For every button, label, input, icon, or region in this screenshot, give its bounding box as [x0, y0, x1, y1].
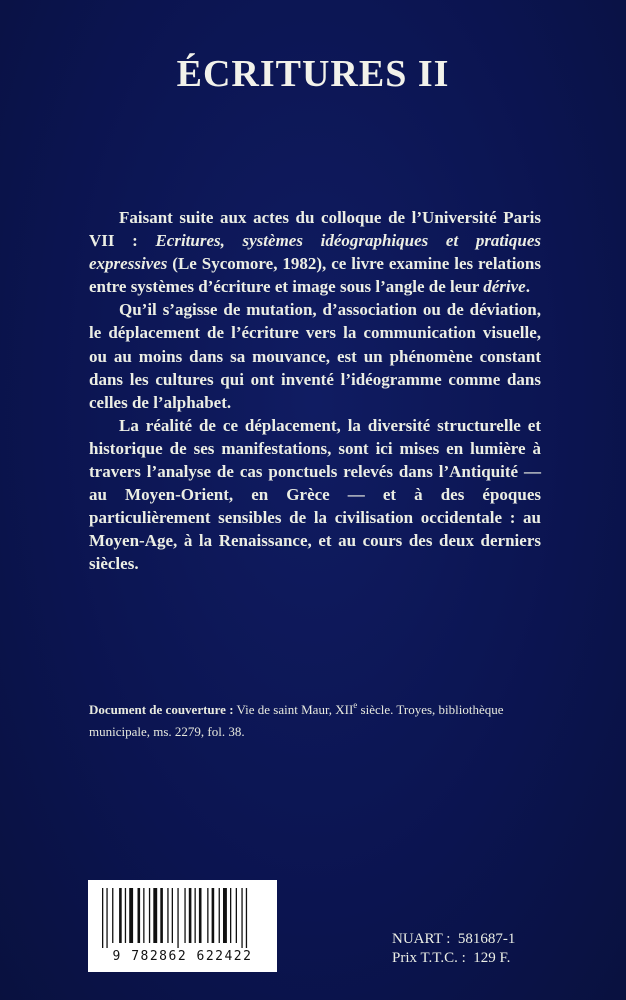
barcode-bar — [167, 888, 168, 943]
blurb-p1-text-b: (Le Sycomore, 1982), ce livre examine les relations entre systèmes d’écriture et image sous l’angle de leur — [89, 254, 541, 297]
barcode-bar — [246, 888, 247, 948]
nuart-label: NUART : — [392, 931, 451, 947]
barcode-bar — [241, 888, 242, 948]
barcode-bar — [172, 888, 173, 943]
barcode-bar — [177, 888, 178, 948]
barcode-bar — [138, 888, 141, 943]
cover-credit-sup: e — [353, 700, 358, 710]
nuart-row — [392, 930, 602, 949]
barcode-bar — [199, 888, 202, 943]
cover-credit-text-a: Vie de saint Maur, XII — [233, 702, 354, 717]
barcode-bars — [102, 888, 263, 948]
cover-credit — [89, 699, 559, 743]
barcode-bar — [119, 888, 122, 943]
barcode-bar — [153, 888, 157, 943]
prix-row — [392, 949, 602, 968]
nuart-value: 581687-1 — [457, 931, 516, 947]
barcode-bar — [125, 888, 126, 943]
barcode-bar — [207, 888, 208, 943]
barcode-bar — [212, 888, 215, 943]
barcode-bar — [223, 888, 227, 943]
barcode-bar — [112, 888, 113, 943]
blurb-p1-text-c: . — [525, 277, 530, 297]
barcode-bar — [106, 888, 107, 948]
blurb-p1-italic-word: dérive — [483, 277, 526, 297]
blurb-paragraph-3: La réalité de ce déplacement, la diversité structurelle et historique de ses manifestations, sont ici mises en lumière à travers l’analyse de cas ponctuels relevés dans l’Antiquité — au Moyen-Orient, en Grèce — et à des époques particulièrement sensibles de la civilisation occidentale : au Moyen-Age, à la Renaissance, et au cours des deux derniers siècles. — [89, 415, 541, 574]
barcode-bar — [189, 888, 192, 943]
prix-label: Prix T.T.C. : — [392, 950, 466, 966]
barcode-bar — [160, 888, 163, 943]
barcode-number: 9 782862 622422 — [112, 949, 253, 964]
barcode-bar — [236, 888, 237, 943]
barcode-bar — [219, 888, 220, 943]
book-title: ÉCRITURES II — [176, 53, 450, 95]
price-block — [392, 930, 602, 968]
cover-credit-label: Document de couverture : — [89, 702, 234, 717]
blurb-p1-text-a: Faisant suite aux actes du colloque de l’Université Paris VII : — [89, 208, 541, 251]
blurb-paragraph-1 — [89, 206, 541, 298]
barcode-bar — [184, 888, 185, 943]
barcode-bar — [129, 888, 133, 943]
barcode-bar — [149, 888, 150, 943]
barcode-bar — [230, 888, 231, 943]
blurb-p1-italic-title: Ecritures, systèmes idéographiques et pratiques expressives — [89, 231, 541, 274]
barcode — [88, 880, 277, 972]
prix-value: 129 F. — [473, 950, 511, 966]
barcode-bar — [102, 888, 103, 948]
blurb-paragraph-2: Qu’il s’agisse de mutation, d’association ou de déviation, le déplacement de l’écriture vers la communication visuelle, ou au moins dans sa mouvance, est un phénomène constant dans les cultures qui ont inventé l’idéogramme comme dans celles de l’alphabet. — [89, 300, 541, 412]
barcode-bar — [195, 888, 196, 943]
cover-credit-text-b: siècle. Troyes, bibliothèque municipale, ms. 2279, fol. 38. — [89, 702, 504, 739]
blurb — [89, 206, 541, 576]
barcode-bar — [143, 888, 144, 943]
